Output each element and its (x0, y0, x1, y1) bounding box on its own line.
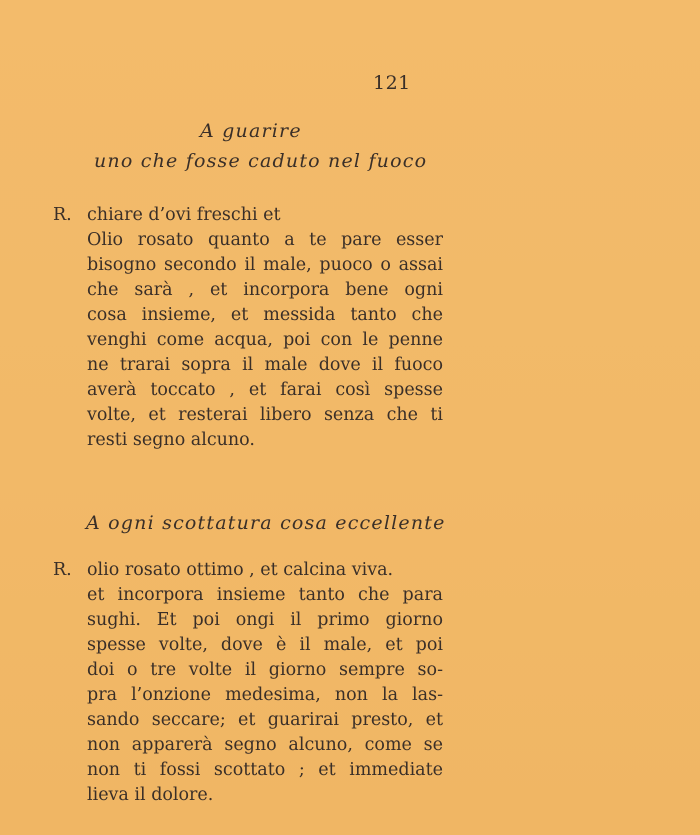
recipe-line: non apparerà segno alcuno, come se (87, 735, 443, 755)
recipe-line: averà toccato , et farai così spesse (87, 380, 443, 400)
recipe-line: pra l’onzione medesima, non la las- (87, 685, 443, 705)
section-2-recipe (53, 558, 443, 808)
recipe-line: lieva il dolore. (87, 785, 214, 805)
recipe-line: doi o tre volte il giorno sempre so- (87, 660, 443, 680)
recipe-line: spesse volte, dove è il male, et poi (87, 635, 443, 655)
section-1-recipe (53, 203, 443, 453)
recipe-line: sughi. Et poi ongi il primo giorno (87, 610, 443, 630)
recipe-line-text: chiare d’ovi freschi et (87, 205, 281, 225)
section-1-title-line-2: uno che fosse caduto nel fuoco (94, 150, 428, 172)
recipe-line: Olio rosato quanto a te pare esser (87, 230, 443, 250)
page-number: 121 (373, 72, 411, 94)
recipe-line: cosa insieme, et messida tanto che (87, 305, 443, 325)
recipe-marker: R. (53, 560, 72, 580)
section-1-title-line-1: A guarire (200, 120, 302, 142)
recipe-line: et incorpora insieme tanto che para (87, 585, 443, 605)
recipe-line: sando seccare; et guarirai presto, et (87, 710, 443, 730)
recipe-line: ne trarai sopra il male dove il fuoco (87, 355, 443, 375)
recipe-line: resti segno alcuno. (87, 430, 255, 450)
recipe-line: bisogno secondo il male, puoco o assai (87, 255, 443, 275)
recipe-line (53, 558, 443, 583)
recipe-line: non ti fossi scottato ; et immediate (87, 760, 443, 780)
recipe-line-text: olio rosato ottimo , et calcina viva. (87, 560, 394, 580)
recipe-marker: R. (53, 205, 72, 225)
recipe-line: volte, et resterai libero senza che ti (87, 405, 443, 425)
recipe-line: che sarà , et incorpora bene ogni (87, 280, 443, 300)
recipe-line: venghi come acqua, poi con le penne (87, 330, 443, 350)
recipe-line (53, 203, 443, 228)
section-2-title: A ogni scottatura cosa eccellente (86, 512, 446, 534)
